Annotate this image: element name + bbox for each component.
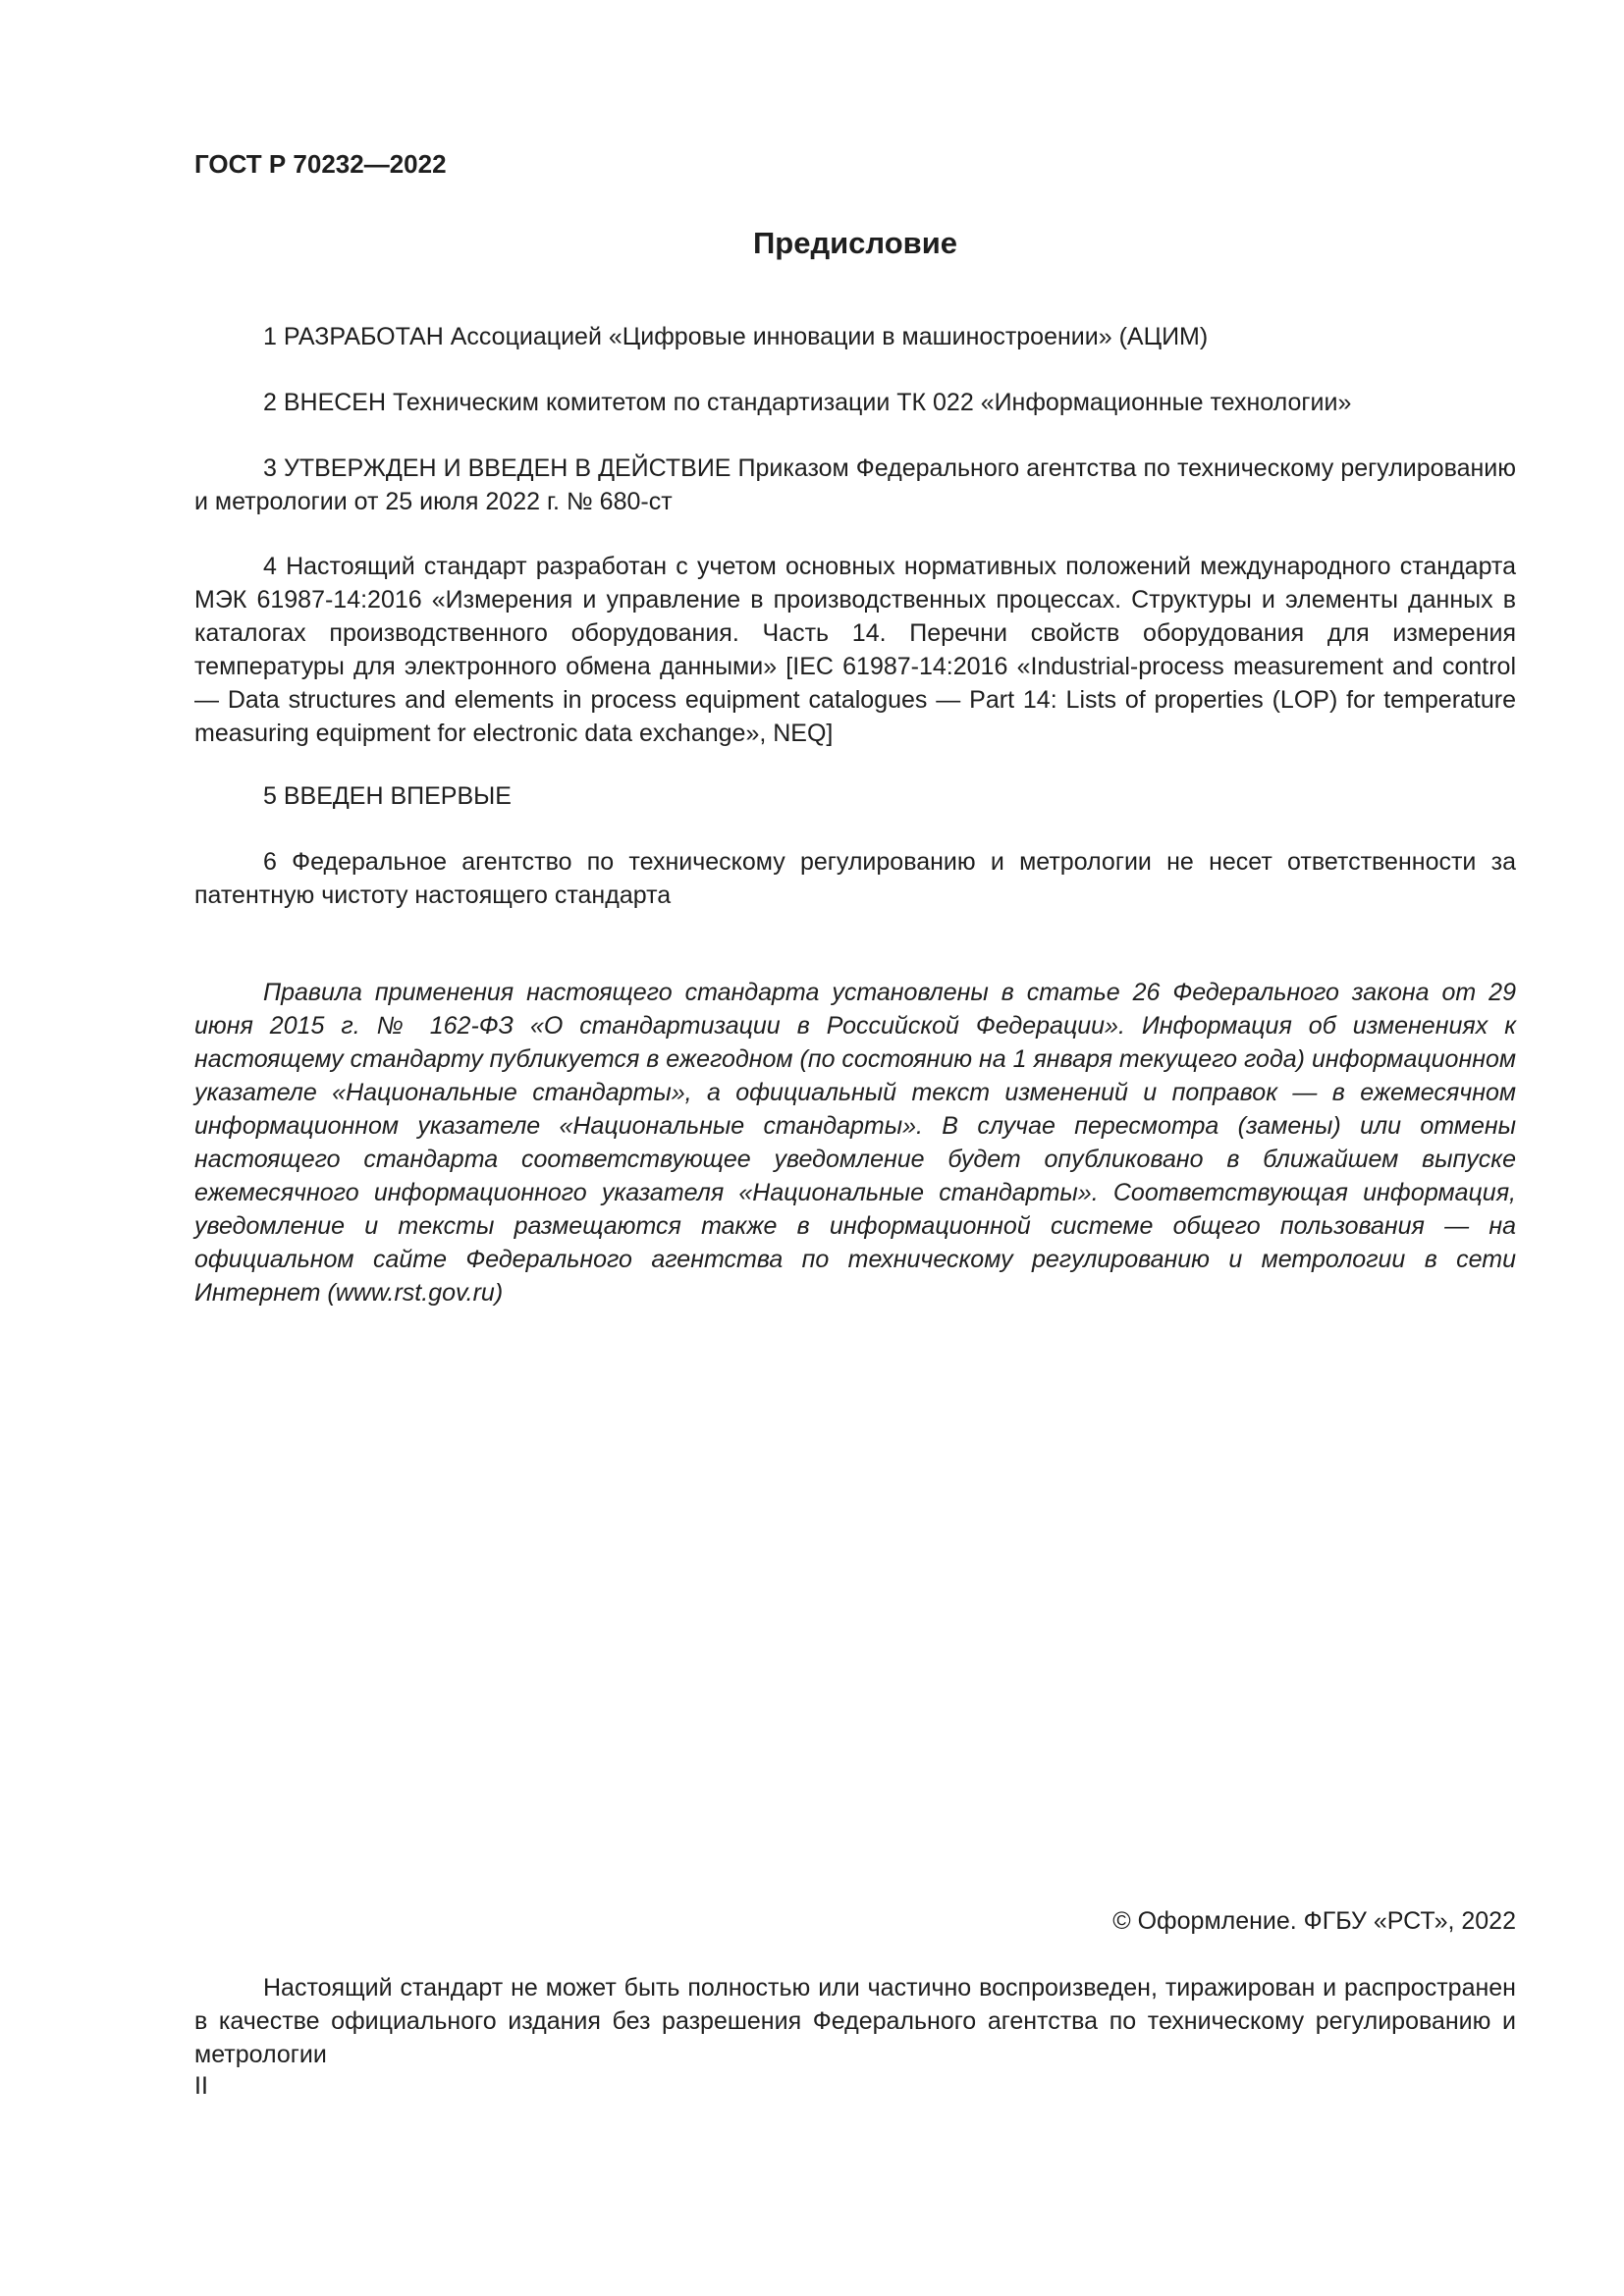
foreword-item-5: 5 ВВЕДЕН ВПЕРВЫЕ xyxy=(263,782,512,810)
reproduction-notice: Настоящий стандарт не может быть полностью или частично воспроизведен, тиражирован и распространен в качестве официального издания без разрешения Федерального агентства по техническому регулированию и метрологии xyxy=(194,1974,1516,2068)
foreword-item-2: 2 ВНЕСЕН Техническим комитетом по стандартизации ТК 022 «Информационные технологии» xyxy=(263,389,1352,416)
page-number: II xyxy=(194,2072,208,2100)
foreword-item-1: 1 РАЗРАБОТАН Ассоциацией «Цифровые инновации в машиностроении» (АЦИМ) xyxy=(263,323,1209,350)
document-id: ГОСТ Р 70232—2022 xyxy=(194,149,447,179)
foreword-item-3: 3 УТВЕРЖДЕН И ВВЕДЕН В ДЕЙСТВИЕ Приказом Федерального агентства по техническому регулированию и метрологии от 25 июля 2022 г. № 680-ст xyxy=(194,454,1516,515)
copyright-line: © Оформление. ФГБУ «РСТ», 2022 xyxy=(1112,1907,1516,1935)
foreword-item-4: 4 Настоящий стандарт разработан с учетом основных нормативных положений международного стандарта МЭК 61987-14:2016 «Измерения и управление в производственных процессах. Структуры и элементы данных в каталогах производственного оборудования. Часть 14. Перечни свойств оборудования для измерения температуры для электронного обмена данными» [IEC 61987-14:2016 «Industrial-process measurement and control — Data structures and elements in process equipment catalogues — Part 14: Lists of properties (LOP) for temperature measuring equipment for electronic data exchange», NEQ] xyxy=(194,553,1516,747)
page-title: Предисловие xyxy=(752,226,957,260)
application-rules-paragraph: Правила применения настоящего стандарта установлены в статье 26 Федерального закона от 29 июня 2015 г. № 162-ФЗ «О стандартизации в Российской Федерации». Информация об изменениях к настоящему стандарту публикуется в ежегодном (по состоянию на 1 января текущего года) информационном указателе «Национальные стандарты», а официальный текст изменений и поправок — в ежемесячном информационном указателе «Национальные стандарты». В случае пересмотра (замены) или отмены настоящего стандарта соответствующее уведомление будет опубликовано в ближайшем выпуске ежемесячного информационного указателя «Национальные стандарты». Соответствующая информация, уведомление и тексты размещаются также в информационной системе общего пользования — на официальном сайте Федерального агентства по техническому регулированию и метрологии в сети Интернет (www.rst.gov.ru) xyxy=(194,979,1517,1307)
foreword-item-6: 6 Федеральное агентство по техническому регулированию и метрологии не несет ответственности за патентную чистоту настоящего стандарта xyxy=(194,848,1516,909)
